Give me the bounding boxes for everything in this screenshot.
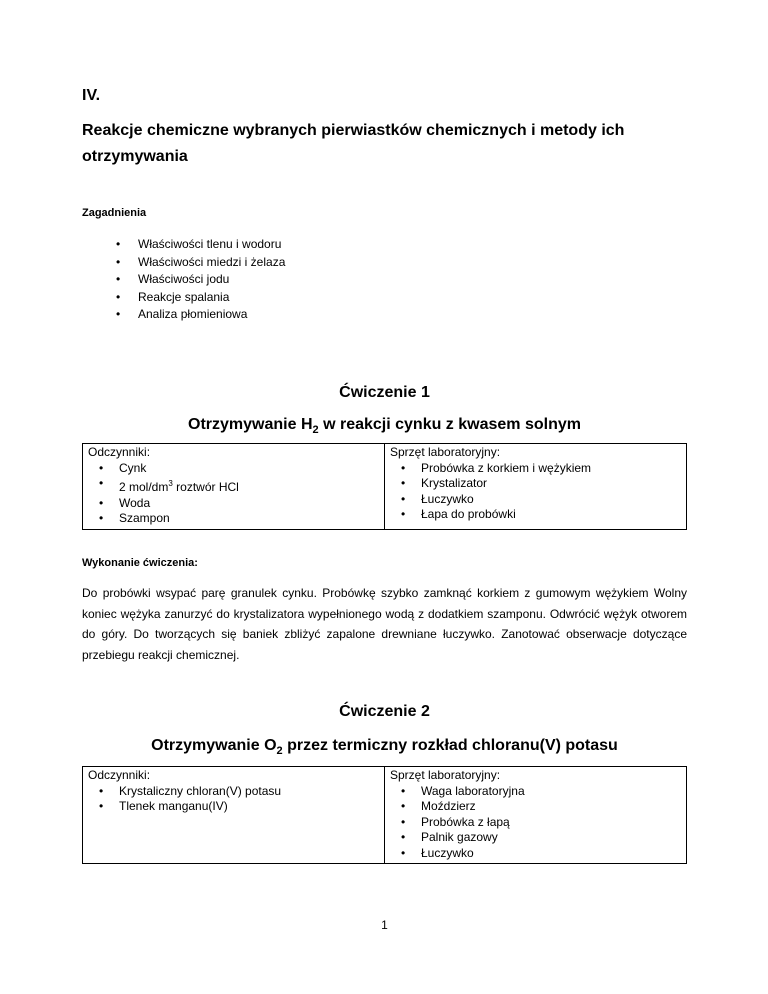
list-item: • Palnik gazowy — [390, 830, 681, 846]
exercise-2-materials-table — [82, 766, 687, 864]
list-item: • Łuczywko — [390, 492, 681, 508]
list-item: • Łapa do probówki — [390, 507, 681, 523]
reagents-list — [88, 461, 379, 527]
equipment-cell — [385, 444, 687, 530]
list-item: • Analiza płomieniowa — [82, 306, 285, 324]
exercise-1-title: Ćwiczenie 1 — [339, 384, 430, 401]
equipment-label: Sprzęt laboratoryjny: — [390, 768, 501, 782]
list-item: • Właściwości miedzi i żelaza — [82, 254, 285, 272]
list-item: • Probówka z łapą — [390, 815, 681, 831]
topics-list — [82, 236, 285, 324]
equipment-list — [390, 784, 681, 862]
reagents-cell — [83, 767, 385, 864]
list-item: • Łuczywko — [390, 846, 681, 862]
chapter-title: Reakcje chemiczne wybranych pierwiastków chemicznych i metody ich otrzymywania — [82, 122, 625, 165]
list-item: • Właściwości tlenu i wodoru — [82, 236, 285, 254]
page-number: 1 — [381, 918, 388, 932]
exercise-1-materials-table — [82, 443, 687, 530]
reagents-label: Odczynniki: — [88, 768, 151, 782]
topics-label: Zagadnienia — [82, 207, 147, 219]
exercise-1-subtitle: Otrzymywanie $H_2$ w reakcji cynku z kwasem solnym — [188, 416, 581, 437]
reagents-cell — [83, 444, 385, 530]
list-item: • Cynk — [88, 461, 379, 477]
list-item: • Moździerz — [390, 799, 681, 815]
equipment-label: Sprzęt laboratoryjny: — [390, 445, 501, 459]
equipment-cell — [385, 767, 687, 864]
list-item: • Szampon — [88, 511, 379, 527]
list-item: • 2 mol/$dm^3$ roztwór HCl — [88, 476, 379, 496]
procedure-text: Do probówki wsypać parę granulek cynku. Probówkę szybko zamknąć korkiem z gumowym wężykiem Wolny koniec wężyka zanurzyć do krystalizatora wypełnionego wodą z dodatkiem szamponu. Odwrócić wężyk otworem do góry. Do tworzących się baniek zbliżyć zapalone drewniane łuczywko. Zanotować obserwacje dotyczące przebiegu reakcji chemicznej. — [82, 586, 687, 662]
list-item: • Waga laboratoryjna — [390, 784, 681, 800]
list-item: • Woda — [88, 496, 379, 512]
equipment-list — [390, 461, 681, 523]
list-item: • Właściwości jodu — [82, 271, 285, 289]
chapter-number: IV. — [82, 87, 101, 104]
reagents-label: Odczynniki: — [88, 445, 151, 459]
list-item: • Tlenek manganu(IV) — [88, 799, 379, 815]
list-item: • Probówka z korkiem i wężykiem — [390, 461, 681, 477]
exercise-2-title: Ćwiczenie 2 — [339, 703, 430, 720]
procedure-label: Wykonanie ćwiczenia: — [82, 557, 198, 569]
list-item: • Reakcje spalania — [82, 289, 285, 307]
reagents-list — [88, 784, 379, 815]
list-item: • Krystaliczny chloran(V) potasu — [88, 784, 379, 800]
list-item: • Krystalizator — [390, 476, 681, 492]
exercise-2-subtitle: Otrzymywanie $O_2$ przez termiczny rozkład chloranu(V) potasu — [151, 737, 618, 758]
